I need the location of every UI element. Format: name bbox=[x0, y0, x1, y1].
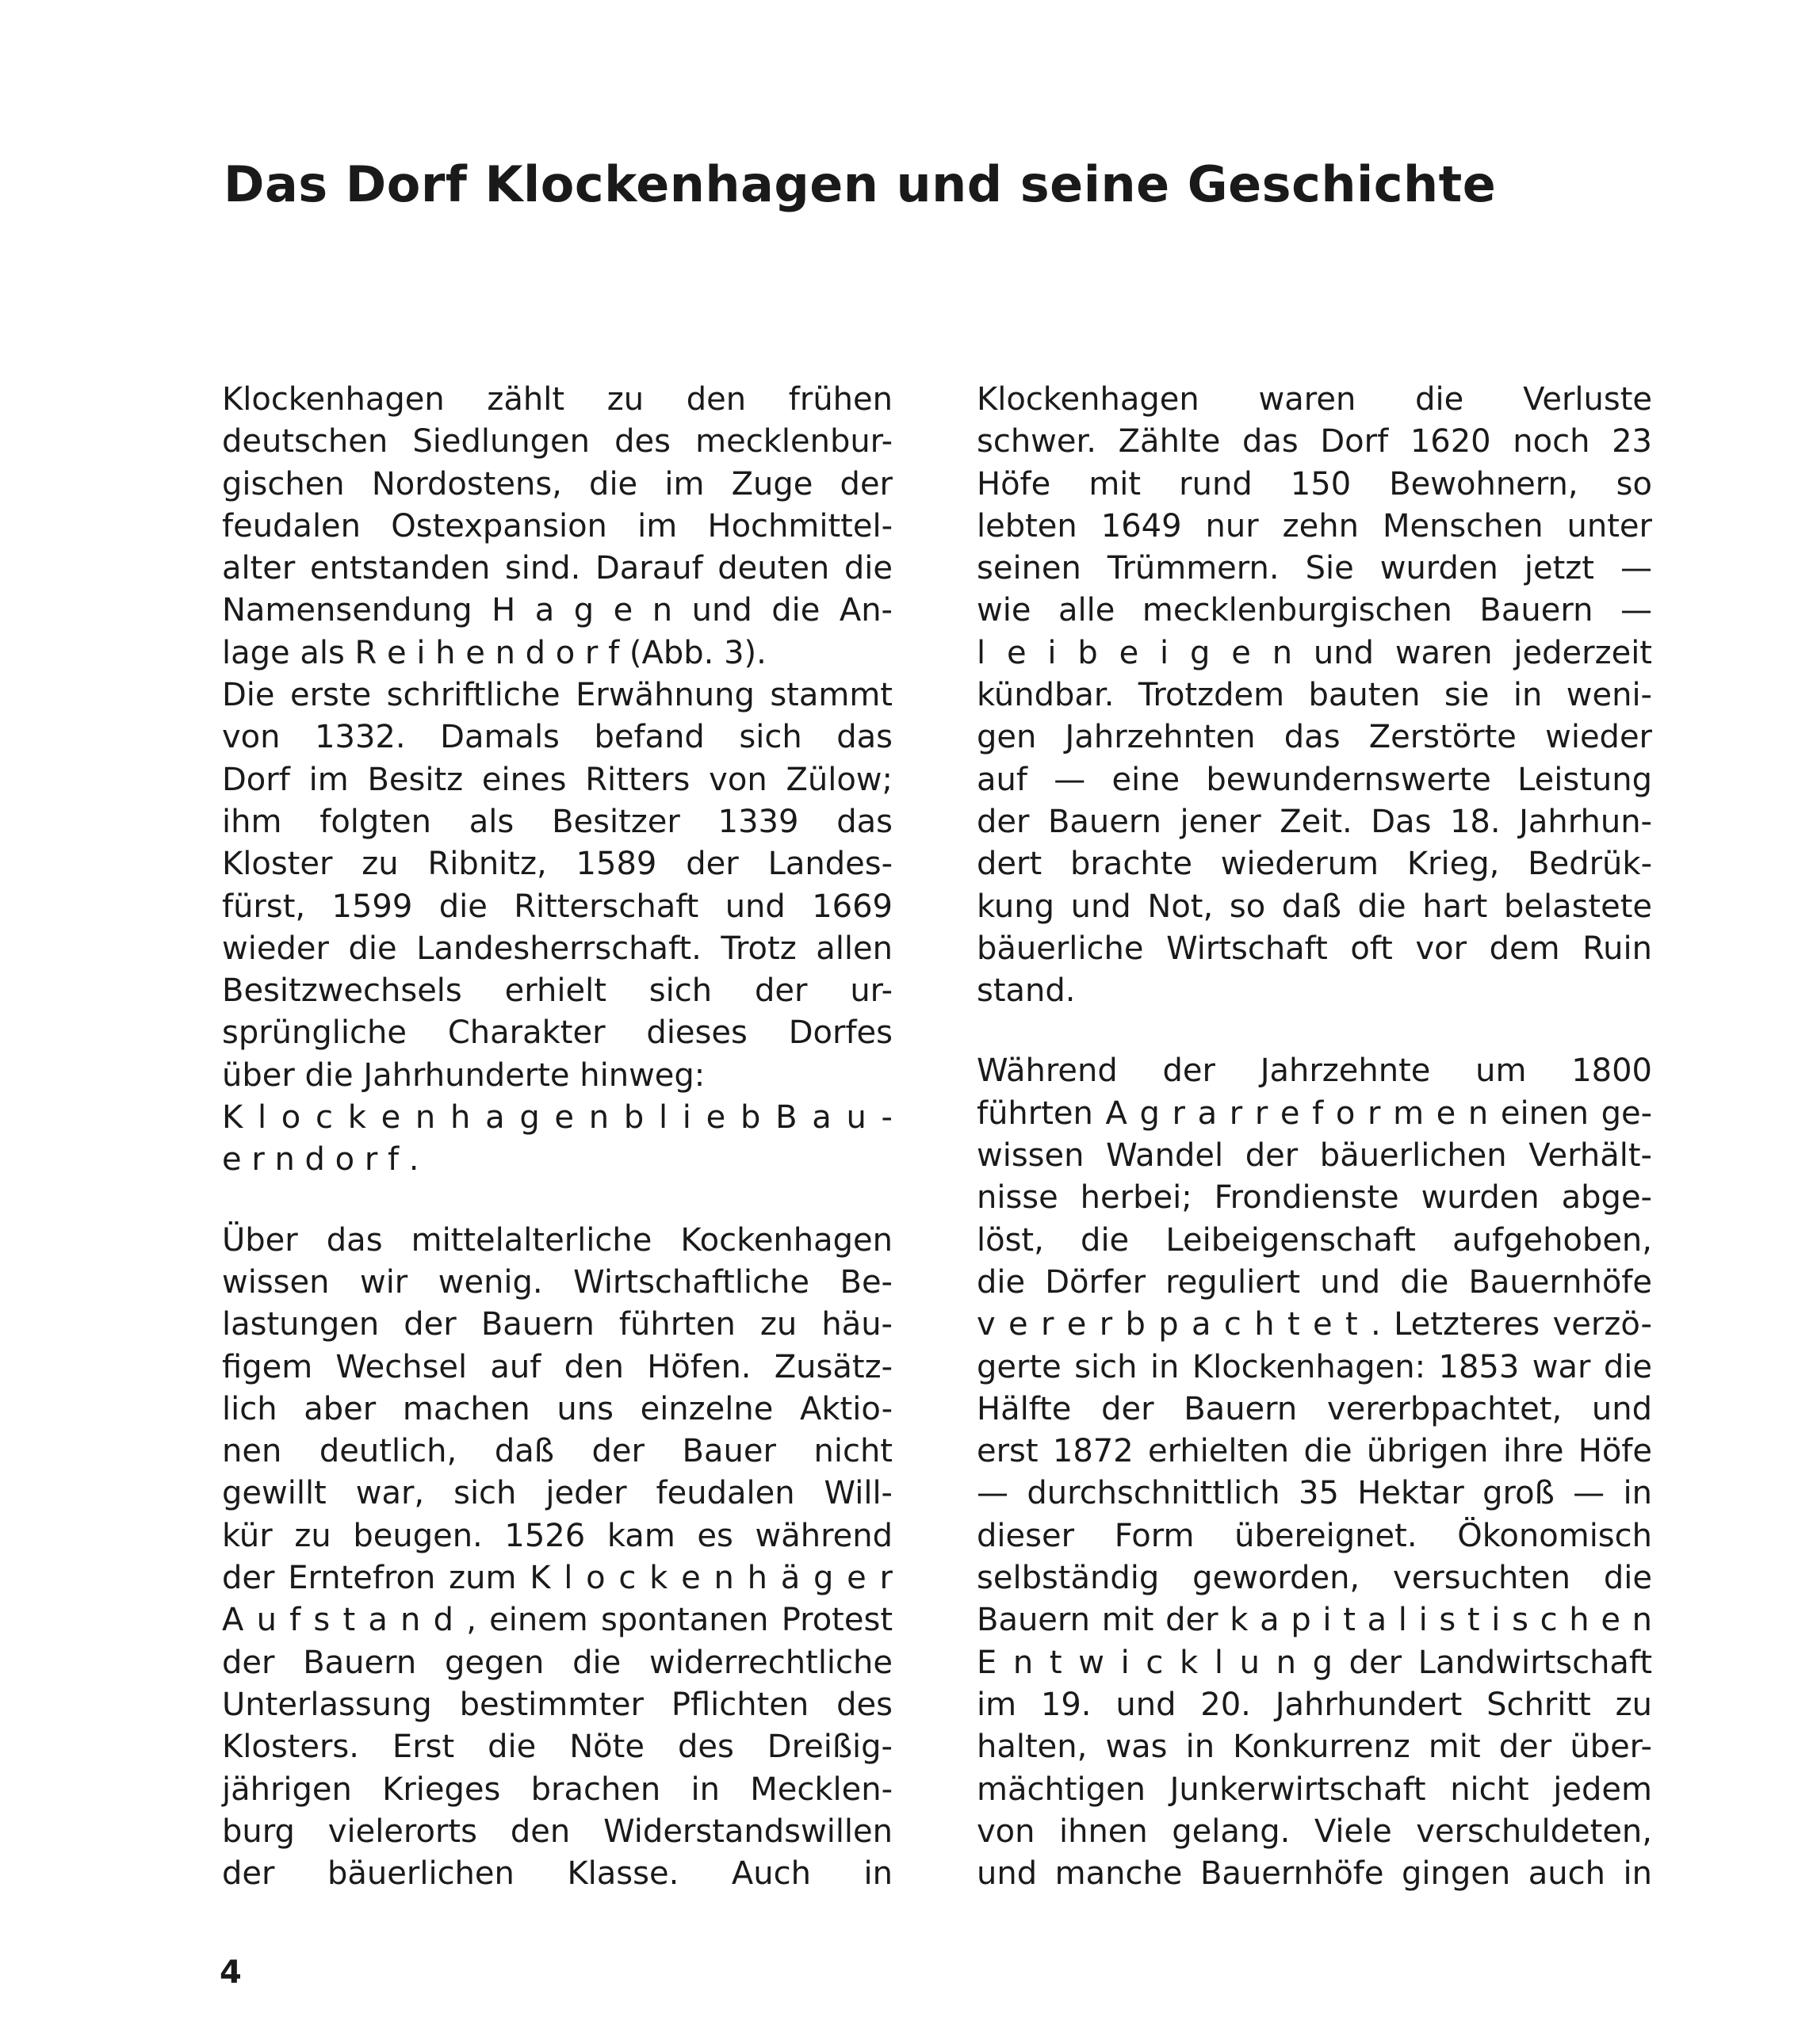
text-line: und manche Bauernhöfe gingen auch in bbox=[977, 1855, 1652, 1893]
text-line: Klosters. Erst die Nöte des Dreißig- bbox=[222, 1729, 893, 1766]
text-line: von ihnen gelang. Viele verschuldeten, bbox=[977, 1813, 1652, 1850]
text-line: lastungen der Bauern führten zu häu- bbox=[222, 1306, 893, 1343]
text-line: Über das mittelalterliche Kockenhagen bbox=[222, 1221, 893, 1259]
text-line: nen deutlich, daß der Bauer nicht bbox=[222, 1433, 893, 1470]
text-line: — durchschnittlich 35 Hektar groß — in bbox=[977, 1475, 1652, 1512]
right-column bbox=[977, 379, 1652, 1895]
paragraph bbox=[977, 379, 1652, 1012]
left-column bbox=[222, 379, 893, 1895]
text-line: lich aber machen uns einzelne Aktio- bbox=[222, 1390, 893, 1427]
text-line: Bauern mit der k a p i t a l i s t i s c h e n bbox=[977, 1602, 1652, 1639]
text-line: erst 1872 erhielten die übrigen ihre Höfe bbox=[977, 1433, 1652, 1470]
text-line: nisse herbei; Frondienste wurden abge- bbox=[977, 1179, 1652, 1217]
text-line: K l o c k e n h a g e n b l i e b B a u - bbox=[222, 1099, 893, 1137]
page-number: 4 bbox=[220, 1954, 242, 1991]
text-line: wieder die Landesherrschaft. Trotz allen bbox=[222, 930, 893, 967]
text-line: führten A g r a r r e f o r m e n einen ge- bbox=[977, 1095, 1652, 1132]
text-line: Unterlassung bestimmter Pflichten des bbox=[222, 1686, 893, 1723]
text-line: Höfe mit rund 150 Bewohnern, so bbox=[977, 465, 1652, 502]
text-line: gerte sich in Klockenhagen: 1853 war die bbox=[977, 1348, 1652, 1385]
text-line: löst, die Leibeigenschaft aufgehoben, bbox=[977, 1221, 1652, 1259]
text-line: sprüngliche Charakter dieses Dorfes bbox=[222, 1014, 893, 1052]
text-line: selbständig geworden, versuchten die bbox=[977, 1560, 1652, 1597]
text-line: mächtigen Junkerwirtschaft nicht jedem bbox=[977, 1771, 1652, 1808]
page-title: Das Dorf Klockenhagen und seine Geschichte bbox=[224, 155, 1497, 213]
text-line: kündbar. Trotzdem bauten sie in weni- bbox=[977, 677, 1652, 714]
text-line: E n t w i c k l u n g der Landwirtschaft bbox=[977, 1644, 1652, 1681]
text-line: Klockenhagen waren die Verluste bbox=[977, 381, 1652, 418]
text-line: der Bauern gegen die widerrechtliche bbox=[222, 1644, 893, 1681]
text-line: die Dörfer reguliert und die Bauernhöfe bbox=[977, 1263, 1652, 1301]
text-line: stand. bbox=[977, 972, 1076, 1010]
paragraph bbox=[222, 379, 893, 1182]
text-line: Besitzwechsels erhielt sich der ur- bbox=[222, 972, 893, 1010]
text-line: über die Jahrhunderte hinweg: bbox=[222, 1056, 706, 1094]
text-line: halten, was in Konkurrenz mit der über- bbox=[977, 1729, 1652, 1766]
text-line: kür zu beugen. 1526 kam es während bbox=[222, 1517, 893, 1554]
text-line: gischen Nordostens, die im Zuge der bbox=[222, 465, 893, 502]
text-line: dert brachte wiederum Krieg, Bedrük- bbox=[977, 846, 1652, 883]
text-line: bäuerliche Wirtschaft oft vor dem Ruin bbox=[977, 930, 1652, 967]
text-line: feudalen Ostexpansion im Hochmittel- bbox=[222, 507, 893, 544]
text-line: ihm folgten als Besitzer 1339 das bbox=[222, 803, 893, 840]
text-line: auf — eine bewundernswerte Leistung bbox=[977, 761, 1652, 798]
text-line: fürst, 1599 die Ritterschaft und 1669 bbox=[222, 888, 893, 925]
paragraph-spacer bbox=[222, 1182, 893, 1220]
text-line: l e i b e i g e n und waren jederzeit bbox=[977, 634, 1652, 671]
text-line: schwer. Zählte das Dorf 1620 noch 23 bbox=[977, 423, 1652, 460]
text-line: der Erntefron zum K l o c k e n h ä g e r bbox=[222, 1560, 893, 1597]
text-line: Dorf im Besitz eines Ritters von Zülow; bbox=[222, 761, 893, 798]
text-line: v e r e r b p a c h t e t . Letzteres verzö- bbox=[977, 1306, 1652, 1343]
paragraph-spacer bbox=[977, 1012, 1652, 1050]
text-line: A u f s t a n d , einem spontanen Protest bbox=[222, 1602, 893, 1639]
text-line: lebten 1649 nur zehn Menschen unter bbox=[977, 507, 1652, 544]
text-line: dieser Form übereignet. Ökonomisch bbox=[977, 1517, 1652, 1554]
text-line: Hälfte der Bauern vererbpachtet, und bbox=[977, 1390, 1652, 1427]
text-line: jährigen Krieges brachen in Mecklen- bbox=[222, 1771, 893, 1808]
text-line: der Bauern jener Zeit. Das 18. Jahrhun- bbox=[977, 803, 1652, 840]
text-line: gen Jahrzehnten das Zerstörte wieder bbox=[977, 719, 1652, 756]
text-line: alter entstanden sind. Darauf deuten die bbox=[222, 550, 893, 587]
text-line: gewillt war, sich jeder feudalen Will- bbox=[222, 1475, 893, 1512]
text-line: Die erste schriftliche Erwähnung stammt bbox=[222, 677, 893, 714]
text-line: wissen Wandel der bäuerlichen Verhält- bbox=[977, 1137, 1652, 1175]
text-line: deutschen Siedlungen des mecklenbur- bbox=[222, 423, 893, 460]
text-line: der bäuerlichen Klasse. Auch in bbox=[222, 1855, 893, 1893]
paragraph bbox=[977, 1050, 1652, 1895]
text-line: figem Wechsel auf den Höfen. Zusätz- bbox=[222, 1348, 893, 1385]
text-line: burg vielerorts den Widerstandswillen bbox=[222, 1813, 893, 1850]
text-line: Klockenhagen zählt zu den frühen bbox=[222, 381, 893, 418]
text-line: Während der Jahrzehnte um 1800 bbox=[977, 1053, 1652, 1090]
text-line: kung und Not, so daß die hart belastete bbox=[977, 888, 1652, 925]
text-line: lage als R e i h e n d o r f (Abb. 3). bbox=[222, 634, 767, 671]
text-line: e r n d o r f . bbox=[222, 1141, 419, 1179]
text-line: Namensendung H a g e n und die An- bbox=[222, 592, 893, 629]
text-line: im 19. und 20. Jahrhundert Schritt zu bbox=[977, 1686, 1652, 1723]
paragraph bbox=[222, 1220, 893, 1896]
text-line: seinen Trümmern. Sie wurden jetzt — bbox=[977, 550, 1652, 587]
text-line: Kloster zu Ribnitz, 1589 der Landes- bbox=[222, 846, 893, 883]
text-line: wie alle mecklenburgischen Bauern — bbox=[977, 592, 1652, 629]
text-line: von 1332. Damals befand sich das bbox=[222, 719, 893, 756]
text-line: wissen wir wenig. Wirtschaftliche Be- bbox=[222, 1263, 893, 1301]
